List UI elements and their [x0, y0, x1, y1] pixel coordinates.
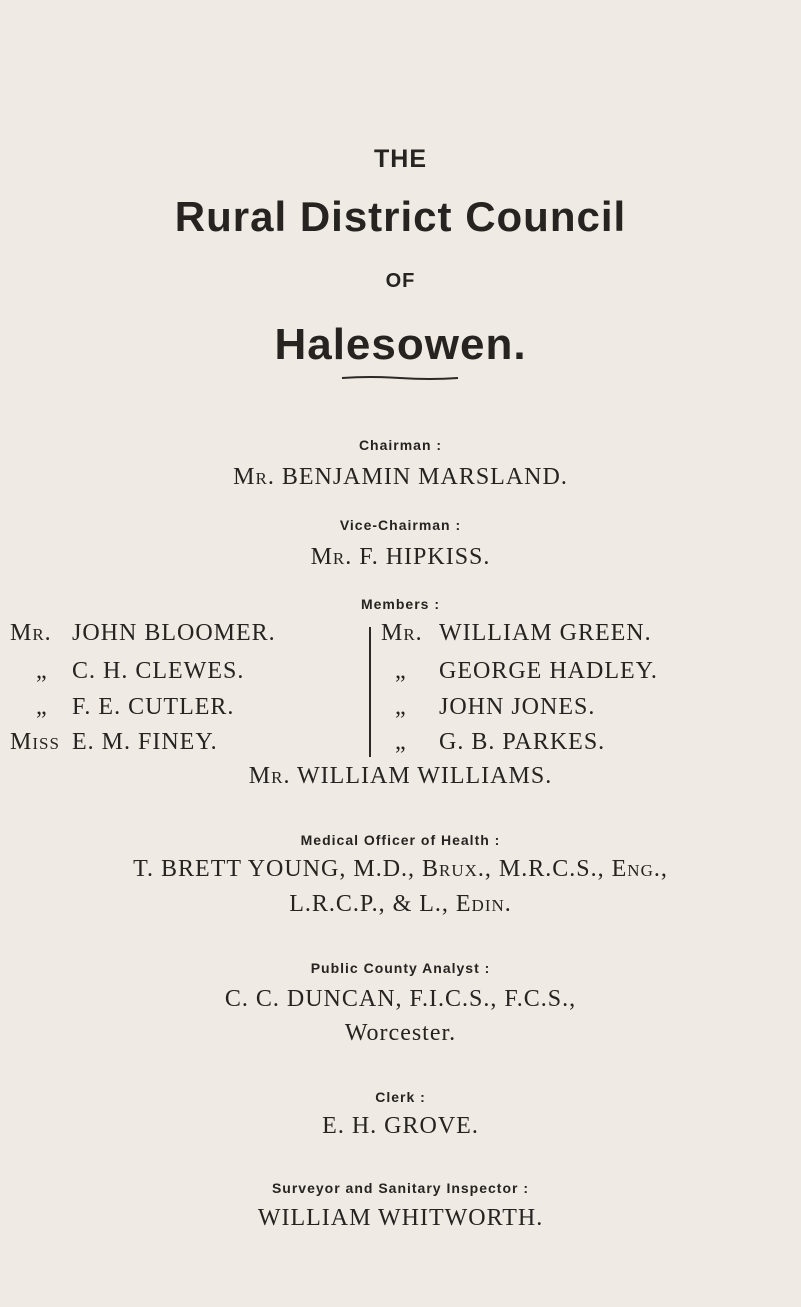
column-divider — [369, 627, 371, 757]
clerk-label: Clerk : — [375, 1089, 426, 1105]
member-entry — [381, 729, 605, 756]
place-name: Halesowen. — [274, 320, 527, 369]
member-name: C. H. CLEWES. — [72, 658, 245, 684]
member-entry — [10, 620, 276, 647]
member-prefix: Mr. — [381, 620, 423, 646]
clerk-name: E. H. GROVE. — [322, 1113, 479, 1139]
member-prefix: „ — [395, 729, 407, 755]
member-name: JOHN JONES. — [439, 694, 596, 720]
heading-the: THE — [374, 145, 427, 173]
member-name: F. E. CUTLER. — [72, 694, 235, 720]
vice-chairman-label: Vice-Chairman : — [339, 517, 462, 533]
member-entry — [10, 729, 218, 756]
member-entry — [381, 694, 595, 721]
member-prefix: „ — [395, 694, 407, 720]
heading-of: OF — [385, 270, 416, 292]
member-name: GEORGE HADLEY. — [439, 658, 658, 684]
member-entry — [381, 620, 652, 647]
member-name: WILLIAM GREEN. — [439, 620, 652, 646]
member-entry — [10, 694, 234, 721]
member-prefix: „ — [36, 658, 48, 684]
chairman-name: Mr. BENJAMIN MARSLAND. — [233, 464, 568, 490]
county-analyst-label: Public County Analyst : — [310, 960, 491, 976]
chairman-label: Chairman : — [358, 437, 443, 453]
medical-officer-line-2: L.R.C.P., & L., Edin. — [289, 891, 512, 917]
members-label: Members : — [360, 596, 441, 612]
member-name: E. M. FINEY. — [72, 729, 218, 755]
county-analyst-line-2: Worcester. — [344, 1020, 457, 1046]
ornamental-rule — [340, 376, 460, 380]
surveyor-label: Surveyor and Sanitary Inspector : — [271, 1180, 530, 1196]
member-entry-centered: Mr. WILLIAM WILLIAMS. — [248, 763, 553, 789]
member-entry — [10, 658, 244, 685]
member-name: JOHN BLOOMER. — [72, 620, 276, 646]
medical-officer-line-1: T. BRETT YOUNG, M.D., Brux., M.R.C.S., Eng., — [133, 856, 668, 882]
member-entry — [381, 658, 658, 685]
vice-chairman-name: Mr. F. HIPKISS. — [310, 544, 491, 570]
council-title: Rural District Council — [174, 193, 627, 240]
member-name: G. B. PARKES. — [439, 729, 606, 755]
member-prefix: „ — [395, 658, 407, 684]
member-prefix: Mr. — [10, 620, 52, 646]
surveyor-name: WILLIAM WHITWORTH. — [257, 1205, 544, 1231]
member-prefix: Miss — [10, 729, 60, 755]
member-prefix: „ — [36, 694, 48, 720]
medical-officer-label: Medical Officer of Health : — [300, 832, 501, 848]
county-analyst-line-1: C. C. DUNCAN, F.I.C.S., F.C.S., — [224, 986, 577, 1012]
